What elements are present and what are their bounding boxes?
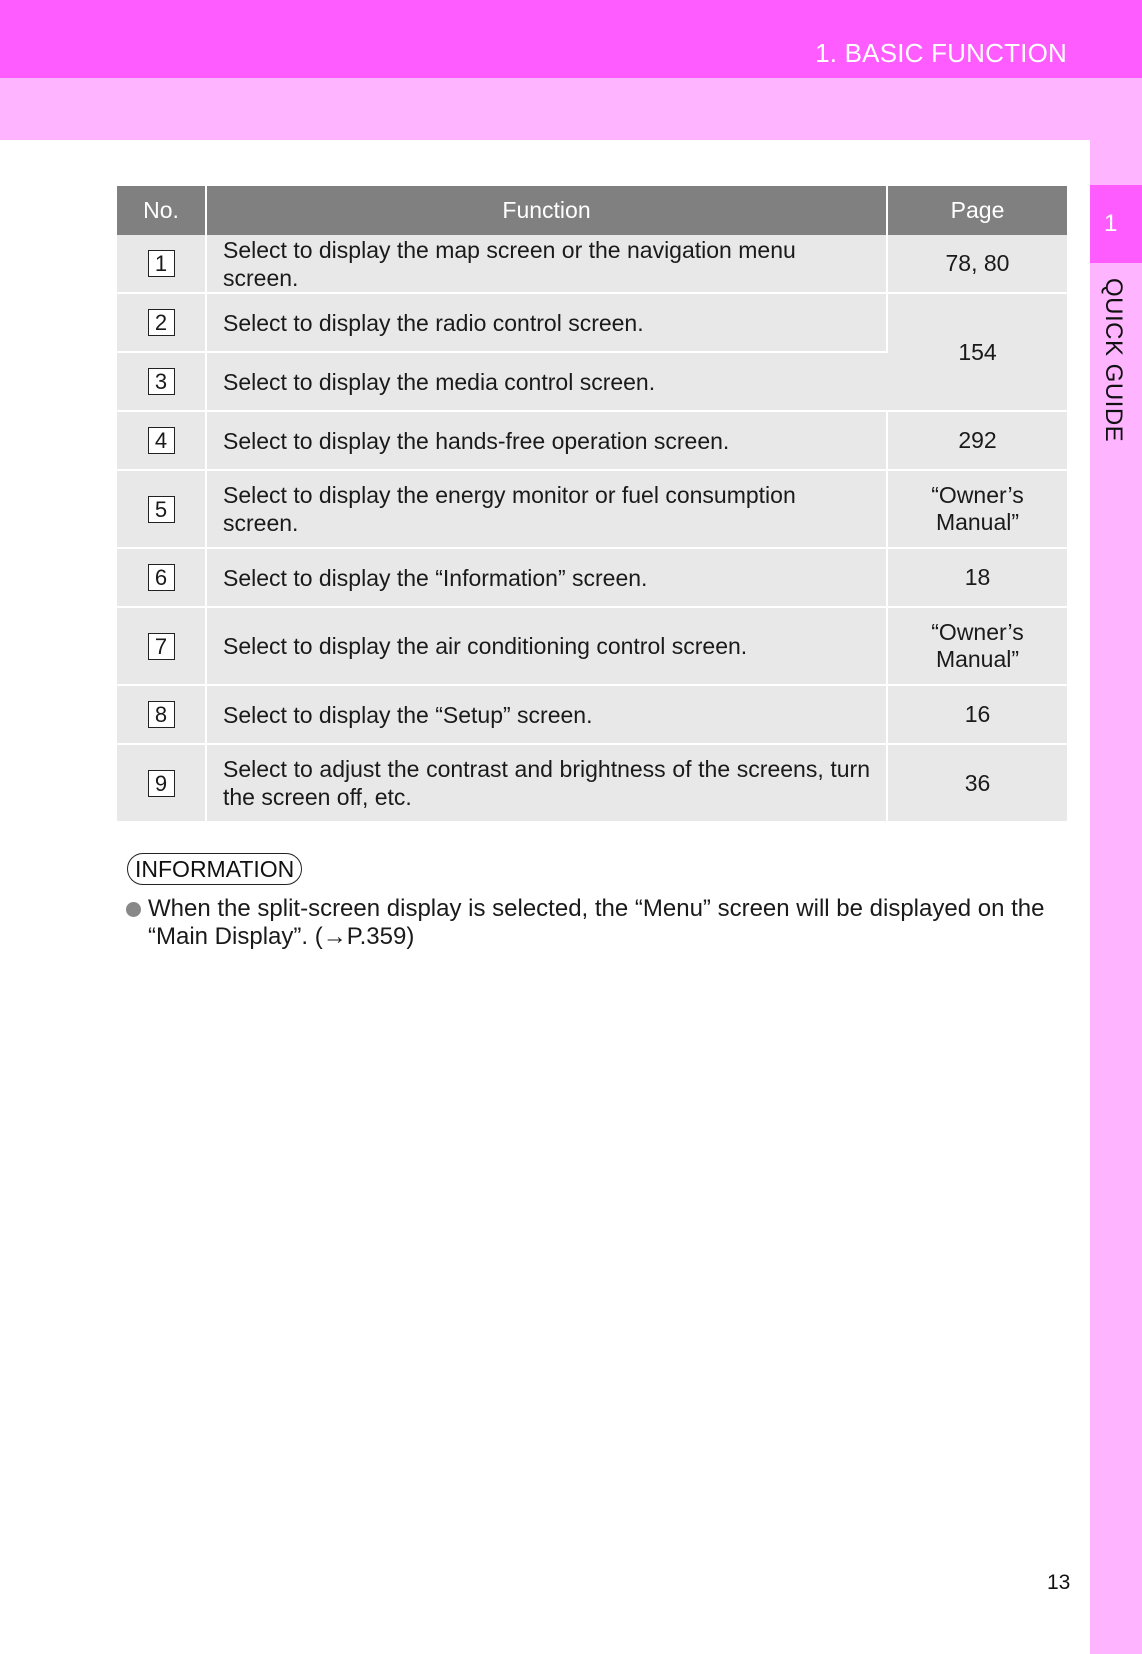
column-header-no: No. xyxy=(117,186,206,235)
section-title: 1. BASIC FUNCTION xyxy=(815,38,1067,68)
row-number-box: 7 xyxy=(148,633,175,660)
function-table xyxy=(117,186,1067,823)
column-header-function: Function xyxy=(206,186,887,235)
page-cell: 36 xyxy=(887,744,1067,822)
column-header-page: Page xyxy=(887,186,1067,235)
function-cell: Select to display the media control screen. xyxy=(206,352,887,411)
row-number-box: 8 xyxy=(148,701,175,728)
row-number-box: 4 xyxy=(148,427,175,454)
page-number: 13 xyxy=(1047,1571,1071,1594)
table-row xyxy=(117,685,1067,744)
page-cell: 18 xyxy=(887,548,1067,607)
page-cell xyxy=(887,470,1067,548)
row-number-box: 9 xyxy=(148,770,175,797)
chapter-tab xyxy=(1090,185,1142,263)
chapter-title: QUICK GUIDE xyxy=(1100,278,1127,443)
function-cell: Select to display the map screen or the navigation menu screen. xyxy=(206,235,887,293)
row-number-box: 2 xyxy=(148,309,175,336)
function-cell: Select to display the energy monitor or fuel consumption screen. xyxy=(206,470,887,548)
table-row xyxy=(117,411,1067,470)
information-text: When the split-screen display is selected, the “Menu” screen will be displayed on the “Main Display”. (→P.359) xyxy=(148,895,1045,950)
header-subband xyxy=(0,78,1142,140)
page-reference-line: “Owner’s xyxy=(931,482,1024,508)
table-row xyxy=(117,235,1067,293)
page-cell: 78, 80 xyxy=(887,235,1067,293)
function-cell: Select to display the “Setup” screen. xyxy=(206,685,887,744)
page-reference-line: Manual” xyxy=(935,509,1020,535)
table-row xyxy=(117,293,1067,352)
table-row xyxy=(117,470,1067,548)
information-item xyxy=(125,895,1065,951)
row-number-box: 3 xyxy=(148,368,175,395)
page-cell: 154 xyxy=(887,293,1067,411)
chapter-number: 1 xyxy=(1104,210,1118,237)
page-reference-line: Manual” xyxy=(935,646,1020,672)
function-cell: Select to display the radio control screen. xyxy=(206,293,887,352)
table-row xyxy=(117,548,1067,607)
function-cell: Select to display the hands-free operation screen. xyxy=(206,411,887,470)
bullet-icon xyxy=(126,902,141,917)
table-header-row xyxy=(117,186,1067,235)
function-cell: Select to adjust the contrast and brightness of the screens, turn the screen off, etc. xyxy=(206,744,887,822)
page-cell: 16 xyxy=(887,685,1067,744)
row-number-box: 1 xyxy=(148,250,175,277)
function-cell: Select to display the air conditioning control screen. xyxy=(206,607,887,685)
table-row xyxy=(117,744,1067,822)
information-label: INFORMATION xyxy=(127,853,302,885)
page-cell xyxy=(887,607,1067,685)
table-row xyxy=(117,607,1067,685)
row-number-box: 6 xyxy=(148,564,175,591)
page-reference-line: “Owner’s xyxy=(931,619,1024,645)
row-number-box: 5 xyxy=(148,496,175,523)
page-cell: 292 xyxy=(887,411,1067,470)
function-cell: Select to display the “Information” screen. xyxy=(206,548,887,607)
